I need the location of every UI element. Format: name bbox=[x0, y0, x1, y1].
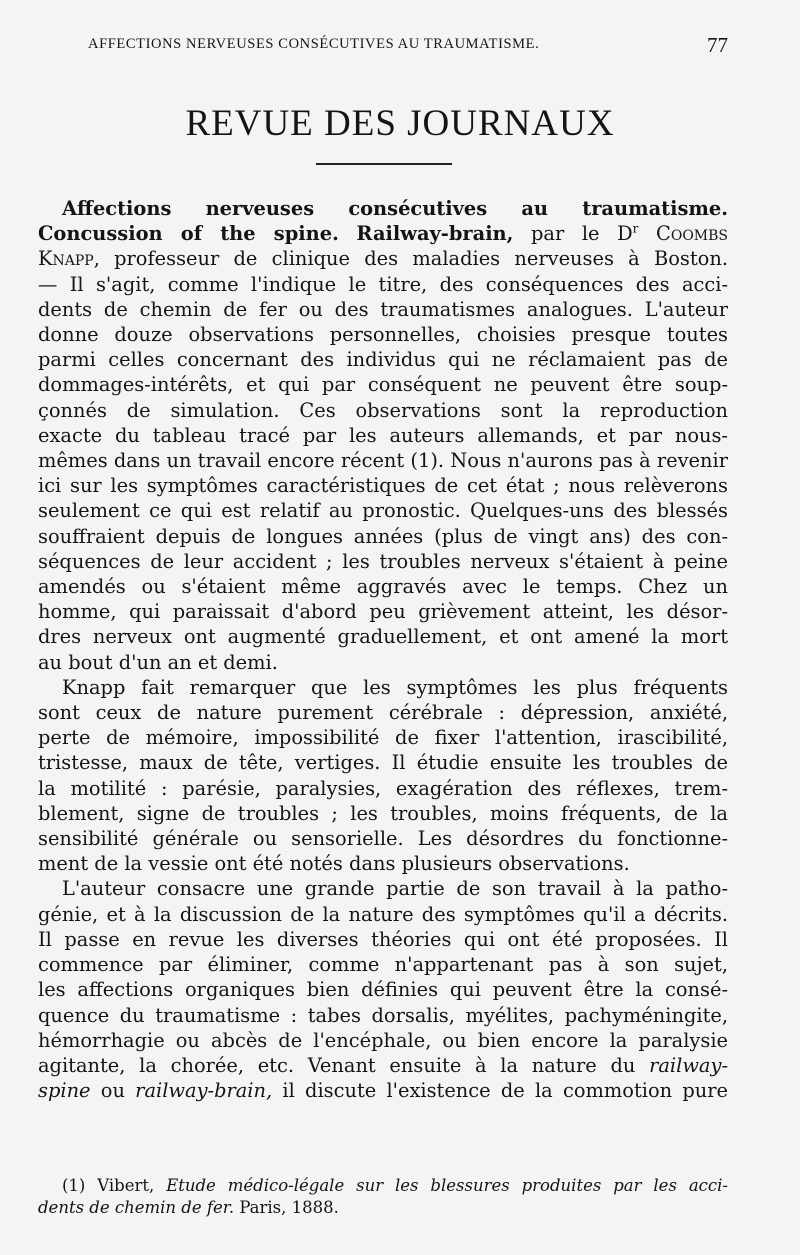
p2-line: ment de la vessie ont été notés dans plusieurs observations. bbox=[38, 852, 630, 876]
p2-line: Knapp fait remarquer que les symptômes les plus fréquents bbox=[62, 675, 728, 699]
p1-line: dres nerveux ont augmenté graduellement, et ont amené la mort bbox=[38, 625, 728, 649]
author-intro: par le D bbox=[531, 222, 633, 246]
p1-line: mêmes dans un travail encore récent (1). Nous n'aurons pas à revenir bbox=[38, 449, 728, 473]
p1-line: dents de chemin de fer ou des traumatismes analogues. L'auteur bbox=[38, 297, 728, 321]
p1-line: exacte du tableau tracé par les auteurs allemands, et par nous- bbox=[38, 423, 728, 447]
page-number: 77 bbox=[707, 33, 728, 57]
footnote-marker: (1) Vibert, bbox=[62, 1176, 155, 1195]
footnote-line2 bbox=[38, 1197, 728, 1219]
author-name2: Knapp bbox=[38, 247, 94, 271]
p1-line: séquences de leur accident ; les troubles nerveux s'étaient à peine bbox=[38, 549, 728, 573]
p3-line-a-start: agitante, la chorée, etc. Venant ensuite à la nature du bbox=[38, 1053, 636, 1077]
p3-line-b-mid: ou bbox=[100, 1079, 125, 1103]
author-sup: r bbox=[632, 221, 639, 236]
p3-line: commence par éliminer, comme n'appartenant pas à son sujet, bbox=[38, 953, 728, 977]
p3-line-b-italic2: railway-brain, bbox=[135, 1079, 273, 1103]
running-head-title: AFFECTIONS NERVEUSES CONSÉCUTIVES AU TRAUMATISME. bbox=[88, 36, 540, 52]
p2-line: blement, signe de troubles ; les troubles, moins fréquents, de la bbox=[38, 801, 728, 825]
heading-part2: Concussion of the spine. bbox=[38, 222, 339, 246]
p1-line: parmi celles concernant des individus qui ne réclamaient pas de bbox=[38, 348, 728, 372]
line3-rest: , professeur de clinique des maladies nerveuses à Boston. bbox=[93, 247, 728, 271]
running-head bbox=[88, 33, 728, 57]
footnote bbox=[38, 1175, 728, 1219]
footnote-title-part2: dents de chemin de fer. bbox=[38, 1198, 235, 1217]
p2-line: tristesse, maux de tête, vertiges. Il étudie ensuite les troubles de bbox=[38, 751, 728, 775]
author-name1: Coombs bbox=[656, 222, 729, 246]
p3-line: quence du traumatisme : tabes dorsalis, myélites, pachyméningite, bbox=[38, 1003, 728, 1027]
p3-line: les affections organiques bien définies qui peuvent être la consé- bbox=[38, 978, 728, 1002]
section-title: REVUE DES JOURNAUX bbox=[185, 103, 615, 144]
p3-line: L'auteur consacre une grande partie de son travail à la patho- bbox=[62, 877, 728, 901]
article-body bbox=[38, 196, 728, 1103]
p1-line: souffraient depuis de longues années (plus de vingt ans) des con- bbox=[38, 524, 728, 548]
p1-line: dommages-intérêts, et qui par conséquent ne peuvent être soup- bbox=[38, 373, 728, 397]
p3-line-a-italic: railway- bbox=[649, 1053, 728, 1077]
p3-line-a bbox=[38, 1053, 728, 1078]
p2-line: la motilité : parésie, paralysies, exagération des réflexes, trem- bbox=[38, 776, 728, 800]
p1-line: — Il s'agit, comme l'indique le titre, des conséquences des acci- bbox=[38, 272, 728, 296]
p3-line: génie, et à la discussion de la nature des symptômes qu'il a décrits. bbox=[38, 902, 728, 926]
p1-line: seulement ce qui est relatif au pronostic. Quelques-uns des blessés bbox=[38, 499, 728, 523]
p1-line: homme, qui paraissait d'abord peu grièvement atteint, les désor- bbox=[38, 600, 728, 624]
p3-line: hémorrhagie ou abcès de l'encéphale, ou bien encore la paralysie bbox=[38, 1028, 728, 1052]
footnote-title-part1: Etude médico-légale sur les blessures produites par les acci- bbox=[166, 1176, 728, 1195]
footnote-line1 bbox=[38, 1175, 728, 1197]
p1-line: au bout d'un an et demi. bbox=[38, 650, 278, 674]
heading-part3: Railway-brain, bbox=[356, 222, 514, 246]
p3-line-b bbox=[38, 1078, 728, 1103]
p1-heading-line2 bbox=[38, 221, 728, 246]
p2-line: sont ceux de nature purement cérébrale : dépression, anxiété, bbox=[38, 701, 728, 725]
p1-heading-line1 bbox=[38, 196, 728, 221]
p2-line: perte de mémoire, impossibilité de fixer l'attention, irascibilité, bbox=[38, 726, 728, 750]
p1-line: amendés ou s'étaient même aggravés avec le temps. Chez un bbox=[38, 575, 728, 599]
p1-line: donne douze observations personnelles, choisies presque toutes bbox=[38, 323, 728, 347]
footnote-rest: Paris, 1888. bbox=[239, 1198, 339, 1217]
heading-part1: Affections nerveuses consécutives au traumatisme. bbox=[62, 197, 728, 220]
p3-line: Il passe en revue les diverses théories qui ont été proposées. Il bbox=[38, 927, 728, 951]
p1-line: çonnés de simulation. Ces observations sont la reproduction bbox=[38, 398, 728, 422]
title-rule bbox=[316, 163, 452, 165]
p2-line: sensibilité générale ou sensorielle. Les désordres du fonctionne- bbox=[38, 827, 728, 851]
p3-line-b-italic1: spine bbox=[38, 1079, 91, 1103]
p1-line: ici sur les symptômes caractéristiques de cet état ; nous relèverons bbox=[38, 474, 728, 498]
p3-line-b-end: il discute l'existence de la commotion pure bbox=[282, 1079, 728, 1103]
p1-line3 bbox=[38, 246, 728, 271]
